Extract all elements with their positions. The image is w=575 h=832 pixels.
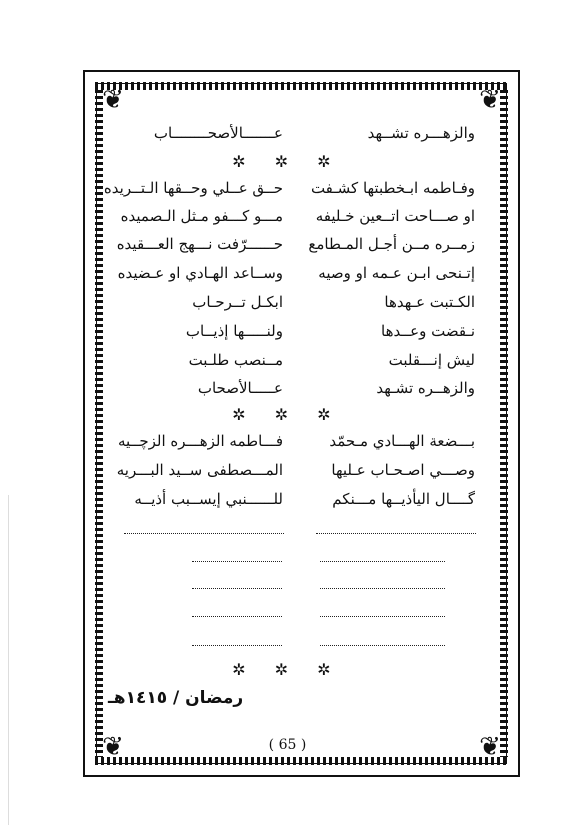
verse-right-hemistich: وصـــي اصـحـاب عـليها bbox=[331, 461, 475, 479]
verse-left-hemistich: مـــو كـــفو مـثل الـصميده bbox=[120, 207, 283, 225]
dotted-line bbox=[320, 561, 445, 562]
verse-right-hemistich: نـقضت وعــدها bbox=[381, 322, 475, 340]
verse-right-hemistich: بـــضعة الهـــادي مـحمّد bbox=[329, 432, 475, 450]
dotted-line bbox=[320, 588, 445, 589]
verse-left-hemistich: للــــــنبي إيســبب أذيــه bbox=[134, 490, 283, 508]
dotted-line bbox=[320, 645, 445, 646]
composition-date: رمضان / ١٤١٥هـ bbox=[108, 688, 244, 708]
star-separator: ✲ ✲ ✲ bbox=[232, 405, 343, 424]
corner-ornament-icon: ❦ bbox=[102, 732, 124, 762]
verse-left-hemistich: المـــصطفى ســيد البـــريه bbox=[116, 461, 283, 479]
verse-left-hemistich: عـــــالأصحاب bbox=[197, 379, 283, 397]
verse-right-hemistich: والزهــره تشـهد bbox=[376, 379, 475, 397]
verse-left-hemistich: مــنصب طلـبت bbox=[188, 351, 283, 369]
verse-right-hemistich: گــــال اليأذيــها مـــنكم bbox=[332, 490, 475, 508]
corner-ornament-icon: ❦ bbox=[102, 85, 124, 115]
verse-left-hemistich: ابكـل تــرحـاب bbox=[192, 293, 283, 311]
dotted-line bbox=[192, 645, 282, 646]
verse-left-hemistich: ولنـــــها إذيــاب bbox=[185, 322, 283, 340]
dotted-line bbox=[124, 533, 284, 534]
verse-right-hemistich: إتـنحى ابـن عـمه او وصيه bbox=[318, 264, 475, 282]
verse-right-hemistich: ليش إنـــقلبت bbox=[388, 351, 475, 369]
verse-left-hemistich: فـــاطمه الزهـــره الزچــيه bbox=[118, 432, 283, 450]
page-number: ( 65 ) bbox=[268, 737, 307, 753]
dotted-line bbox=[316, 533, 476, 534]
dotted-line bbox=[192, 616, 282, 617]
corner-ornament-icon: ❦ bbox=[479, 732, 501, 762]
star-separator: ✲ ✲ ✲ bbox=[232, 660, 343, 679]
verse-right-hemistich: الكـتبت عـهدها bbox=[384, 293, 475, 311]
verse-right-hemistich: زمــره مــن أجـل المـطامع bbox=[308, 235, 475, 253]
verse-left-hemistich: عـــــــالأصحــــــــاب bbox=[153, 124, 283, 142]
dotted-line bbox=[320, 616, 445, 617]
verse-right-hemistich: او صـــاحت اتــعين خـليفه bbox=[315, 207, 475, 225]
verse-left-hemistich: حــــــرّفت نـــهج العـــقيده bbox=[116, 235, 283, 253]
corner-ornament-icon: ❦ bbox=[479, 85, 501, 115]
verse-left-hemistich: حــق عــلي وحــقها الـتــريده bbox=[103, 179, 283, 197]
star-separator: ✲ ✲ ✲ bbox=[232, 152, 343, 171]
verse-right-hemistich: والزهـــره تشــهد bbox=[367, 124, 475, 142]
dotted-line bbox=[192, 588, 282, 589]
dotted-line bbox=[192, 561, 282, 562]
verse-left-hemistich: وســاعد الهـادي او عـضيده bbox=[117, 264, 283, 282]
verse-right-hemistich: وفـاطمه ابـخطبتها كشـفت bbox=[310, 179, 475, 197]
